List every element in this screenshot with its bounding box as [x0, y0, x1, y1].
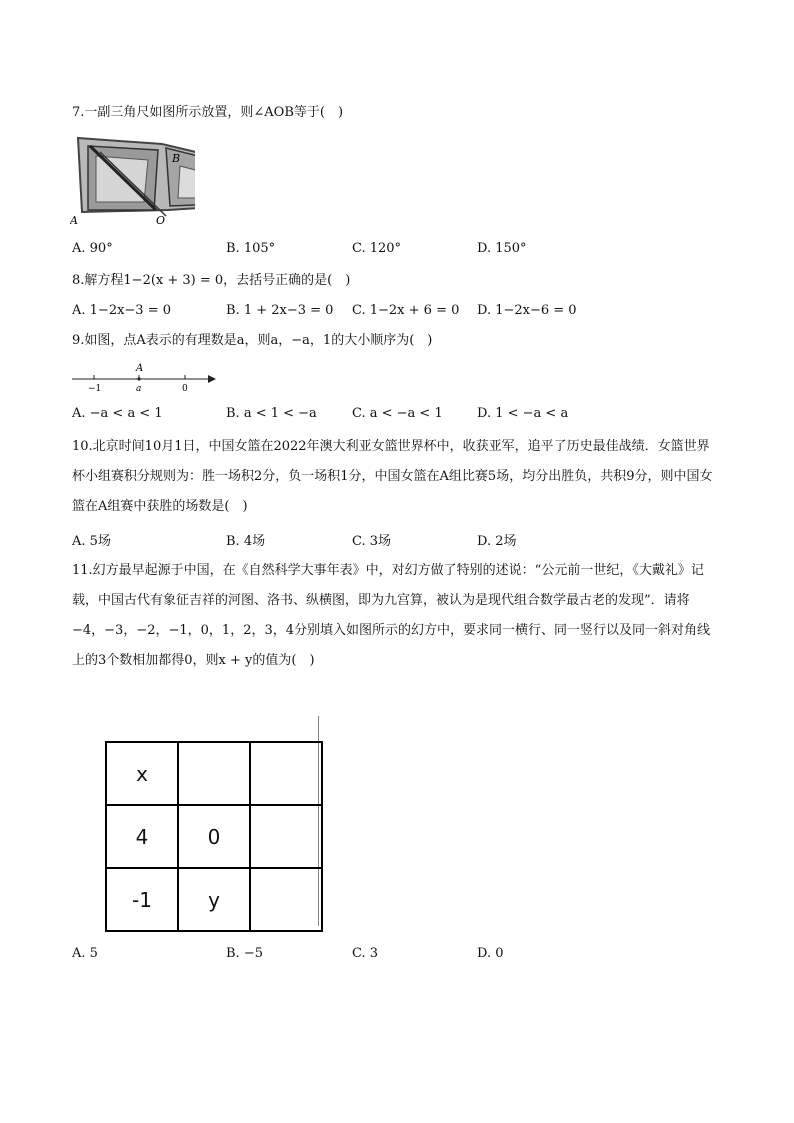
option-b[interactable]: B. 105°	[226, 241, 276, 256]
tick-label-zero: 0	[182, 384, 188, 394]
grid-row	[106, 805, 322, 868]
question-11-options	[72, 946, 632, 966]
point-a-label: A	[136, 363, 144, 374]
option-d[interactable]: D. 2场	[477, 534, 517, 549]
grid-cell: 4	[106, 805, 178, 868]
option-c[interactable]: C. 120°	[352, 241, 402, 256]
question-11-stem: 11.幻方最早起源于中国，在《自然科学大事年表》中，对幻方做了特别的述说：“公元前一世纪，《大戴礼》记载，中国古代有象征吉祥的河图、洛书、纵横图，即为九宫算，被认为是现代组合数学最古老的发现”．请将−4，−3，−2，−1，0，1，2，3，4分别填入如图所示的幻方中，要求同一横行、同一竖行以及同一斜对角线上的3个数相加都得0，则x + y的值为( )	[72, 563, 711, 668]
question-8-stem: 8.解方程1−2(x + 3) = 0，去括号正确的是( )	[72, 273, 351, 288]
option-a[interactable]: A. 5场	[72, 534, 111, 549]
option-b[interactable]: B. 1 + 2x−3 = 0	[226, 303, 334, 318]
question-7-options	[72, 241, 632, 261]
number-line-figure	[70, 360, 220, 396]
tick-label-a: a	[136, 384, 142, 394]
question-10-stem: 10.北京时间10月1日，中国女篮在2022年澳大利亚女篮世界杯中，收获亚军，追平了历史最佳战绩．女篮世界杯小组赛积分规则为：胜一场积2分，负一场积1分，中国女篮在A组比赛5场，均分出胜负，共积9分，则中国女篮在A组赛中获胜的场数是( )	[72, 439, 713, 514]
option-c[interactable]: C. 1−2x + 6 = 0	[352, 303, 460, 318]
option-c[interactable]: C. 3场	[352, 534, 392, 549]
option-d[interactable]: D. 1 < −a < a	[477, 406, 569, 421]
tick-label-neg-one: −1	[88, 384, 102, 394]
option-d[interactable]: D. 1−2x−6 = 0	[477, 303, 577, 318]
grid-cell	[250, 805, 322, 868]
option-b[interactable]: B. −5	[226, 946, 263, 961]
option-c[interactable]: C. 3	[352, 946, 379, 961]
grid-cell	[178, 742, 250, 805]
option-d[interactable]: D. 150°	[477, 241, 527, 256]
point-a-label: A	[70, 214, 78, 227]
option-b[interactable]: B. a < 1 < −a	[226, 406, 317, 421]
grid-cell: 0	[178, 805, 250, 868]
option-a[interactable]: A. −a < a < 1	[72, 406, 163, 421]
grid-row	[106, 742, 322, 805]
question-9-stem: 9.如图，点A表示的有理数是a，则a，−a，1的大小顺序为( )	[72, 333, 433, 348]
set-square-figure	[70, 132, 195, 228]
question-7-stem: 7.一副三角尺如图所示放置，则∠AOB等于( )	[72, 105, 344, 120]
grid-cell: x	[106, 742, 178, 805]
point-b-label: B	[172, 152, 181, 165]
grid-cell: y	[178, 868, 250, 931]
option-a[interactable]: A. 5	[72, 946, 98, 961]
magic-square-grid	[105, 741, 323, 932]
option-d[interactable]: D. 0	[477, 946, 504, 961]
grid-row	[106, 868, 322, 931]
grid-cell	[250, 742, 322, 805]
option-c[interactable]: C. a < −a < 1	[352, 406, 443, 421]
question-9-options	[72, 406, 632, 426]
question-10-options	[72, 530, 632, 550]
point-o-label: O	[156, 214, 166, 227]
question-8-options	[72, 303, 632, 323]
grid-cell	[250, 868, 322, 931]
option-a[interactable]: A. 1−2x−3 = 0	[72, 303, 172, 318]
option-a[interactable]: A. 90°	[72, 241, 113, 256]
option-b[interactable]: B. 4场	[226, 534, 266, 549]
grid-cell: -1	[106, 868, 178, 931]
